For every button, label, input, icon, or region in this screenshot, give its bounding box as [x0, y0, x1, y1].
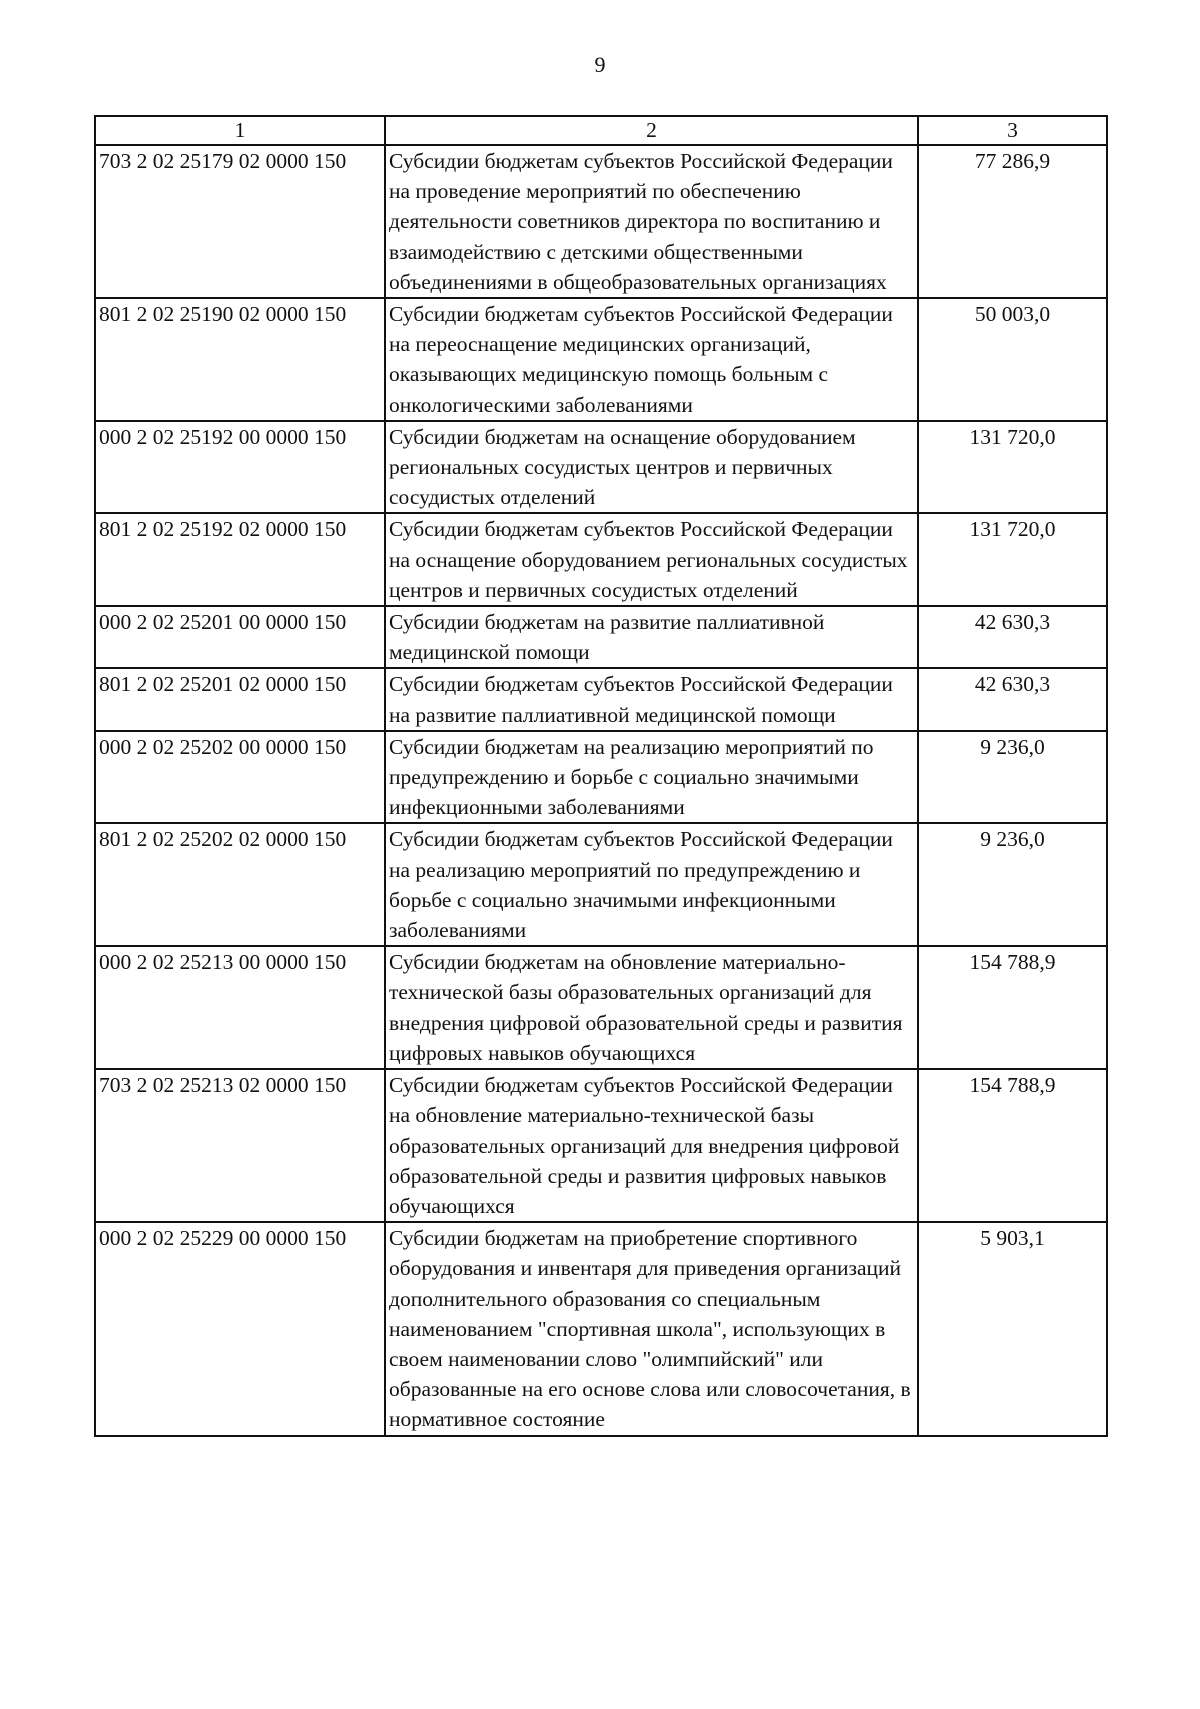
amount-cell: 5 903,1 [918, 1222, 1107, 1435]
amount-cell: 50 003,0 [918, 298, 1107, 421]
amount-cell: 131 720,0 [918, 421, 1107, 514]
code-cell: 000 2 02 25202 00 0000 150 [95, 731, 385, 824]
code-cell: 000 2 02 25229 00 0000 150 [95, 1222, 385, 1435]
amount-cell: 77 286,9 [918, 145, 1107, 298]
amount-cell: 9 236,0 [918, 731, 1107, 824]
code-cell: 000 2 02 25213 00 0000 150 [95, 946, 385, 1069]
amount-cell: 131 720,0 [918, 513, 1107, 606]
table-row [95, 513, 1107, 606]
code-cell: 801 2 02 25202 02 0000 150 [95, 823, 385, 946]
description-cell: Субсидии бюджетам на реализацию мероприятий по предупреждению и борьбе с социально значимыми инфекционными заболеваниями [385, 731, 918, 824]
table-body [95, 145, 1107, 1436]
column-header-name: 2 [385, 116, 918, 145]
code-cell: 801 2 02 25201 02 0000 150 [95, 668, 385, 730]
description-cell: Субсидии бюджетам субъектов Российской Федерации на реализацию мероприятий по предупреждению и борьбе с социально значимыми инфекционными заболеваниями [385, 823, 918, 946]
code-cell: 703 2 02 25179 02 0000 150 [95, 145, 385, 298]
description-cell: Субсидии бюджетам на приобретение спортивного оборудования и инвентаря для приведения организаций дополнительного образования со специальным наименованием "спортивная школа", использующих в своем наименовании слово "олимпийский" или образованные на его основе слова или словосочетания, в нормативное состояние [385, 1222, 918, 1435]
amount-cell: 42 630,3 [918, 606, 1107, 668]
description-cell: Субсидии бюджетам субъектов Российской Федерации на переоснащение медицинских организаций, оказывающих медицинскую помощь больным с онкологическими заболеваниями [385, 298, 918, 421]
table-row [95, 946, 1107, 1069]
description-cell: Субсидии бюджетам на развитие паллиативной медицинской помощи [385, 606, 918, 668]
code-cell: 000 2 02 25192 00 0000 150 [95, 421, 385, 514]
amount-cell: 154 788,9 [918, 946, 1107, 1069]
description-cell: Субсидии бюджетам субъектов Российской Федерации на обновление материально-технической базы образовательных организаций для внедрения цифровой образовательной среды и развития цифровых навыков обучающихся [385, 1069, 918, 1222]
code-cell: 703 2 02 25213 02 0000 150 [95, 1069, 385, 1222]
table-row [95, 1222, 1107, 1435]
table-row [95, 145, 1107, 298]
table-row [95, 668, 1107, 730]
description-cell: Субсидии бюджетам субъектов Российской Федерации на оснащение оборудованием региональных сосудистых центров и первичных сосудистых отделений [385, 513, 918, 606]
description-cell: Субсидии бюджетам субъектов Российской Федерации на проведение мероприятий по обеспечению деятельности советников директора по воспитанию и взаимодействию с детскими общественными объединениями в общеобразовательных организациях [385, 145, 918, 298]
description-cell: Субсидии бюджетам на оснащение оборудованием региональных сосудистых центров и первичных сосудистых отделений [385, 421, 918, 514]
amount-cell: 154 788,9 [918, 1069, 1107, 1222]
table-row [95, 298, 1107, 421]
table-row [95, 421, 1107, 514]
amount-cell: 9 236,0 [918, 823, 1107, 946]
description-cell: Субсидии бюджетам на обновление материально-технической базы образовательных организаций для внедрения цифровой образовательной среды и развития цифровых навыков обучающихся [385, 946, 918, 1069]
column-header-code: 1 [95, 116, 385, 145]
table-header-row [95, 116, 1107, 145]
table-row [95, 823, 1107, 946]
code-cell: 801 2 02 25190 02 0000 150 [95, 298, 385, 421]
table-row [95, 606, 1107, 668]
table-row [95, 1069, 1107, 1222]
code-cell: 801 2 02 25192 02 0000 150 [95, 513, 385, 606]
page-number: 9 [594, 52, 606, 77]
column-header-amount: 3 [918, 116, 1107, 145]
code-cell: 000 2 02 25201 00 0000 150 [95, 606, 385, 668]
table-row [95, 731, 1107, 824]
budget-table [94, 115, 1108, 1437]
description-cell: Субсидии бюджетам субъектов Российской Федерации на развитие паллиативной медицинской помощи [385, 668, 918, 730]
amount-cell: 42 630,3 [918, 668, 1107, 730]
